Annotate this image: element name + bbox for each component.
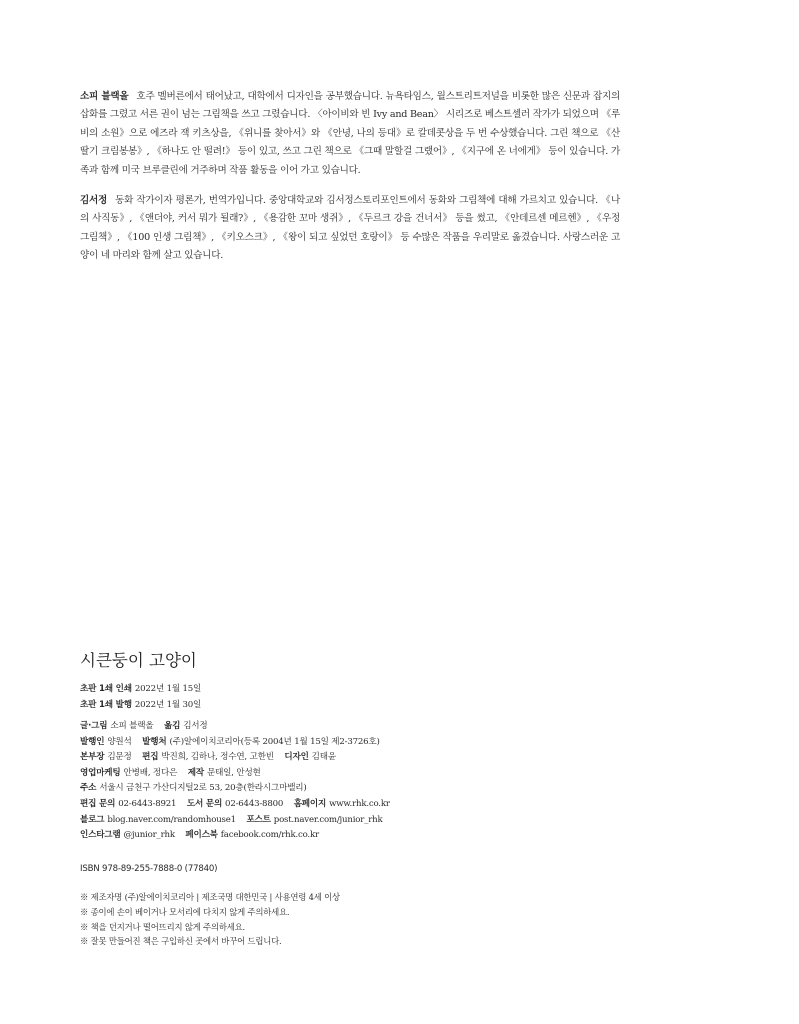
translator-value: 김서정 (183, 721, 208, 731)
edition-line (80, 698, 640, 714)
notices (80, 890, 640, 949)
notice-item: ※ 종이에 손이 베이거나 모서리에 다치지 않게 주의하세요. (80, 906, 290, 917)
credits (80, 719, 640, 844)
facebook-value: facebook.com/rhk.co.kr (220, 830, 319, 841)
editor-label: 편집 (142, 752, 159, 763)
post-label: 포스트 (246, 814, 271, 825)
edition-label: 초판 1쇄 인쇄 (80, 684, 132, 694)
edit-inquiry-label: 편집 문의 (80, 798, 116, 809)
designer-value: 김태윤 (311, 752, 336, 763)
author-bio (80, 88, 620, 181)
notice-item: ※ 제조자명 (주)알에이치코리아 | 제조국명 대한민국 | 사용연령 4세 이상 (80, 892, 340, 902)
translator-bio (80, 192, 620, 266)
address-value: 서울시 금천구 가산디지털2로 53, 20층(한라시그마밸리) (99, 783, 307, 794)
credit-line-address (80, 781, 640, 797)
isbn-block (80, 862, 640, 878)
credit-line-authors (80, 719, 640, 735)
instagram-label: 인스타그램 (80, 830, 121, 841)
translator-name: 김서정 (80, 194, 108, 206)
facebook-label: 페이스북 (185, 830, 218, 841)
publisher-person-label: 발행인 (80, 736, 105, 747)
marketing-value: 안병배, 정다은 (123, 767, 178, 778)
edition-label: 초판 1쇄 발행 (80, 699, 132, 710)
credit-line-blog (80, 813, 640, 829)
author-name: 소피 블랙올 (80, 90, 129, 102)
instagram-value: @junior_rhk (123, 830, 175, 841)
blog-label: 블로그 (80, 814, 105, 825)
marketing-label: 영업마케팅 (80, 767, 121, 778)
publisher-value: (주)알에이치코리아(등록 2004년 1월 15일 제2-3726호) (169, 736, 380, 747)
notice-item: ※ 책을 던지거나 떨어뜨리지 않게 주의하세요. (80, 921, 245, 932)
post-value: post.naver.com/junior_rhk (273, 814, 383, 825)
designer-label: 디자인 (284, 752, 309, 763)
edition-date: 2022년 1월 15일 (134, 684, 202, 694)
address-label: 주소 (80, 783, 97, 794)
book-inquiry-value: 02-6443-8800 (225, 798, 284, 809)
director-label: 본부장 (80, 752, 105, 763)
author-label: 글·그림 (80, 721, 108, 731)
publisher-label: 발행처 (142, 736, 167, 747)
publisher-person-value: 양원석 (107, 736, 132, 747)
author-value: 소피 블랙올 (110, 721, 154, 731)
translator-bio-text: 동화 작가이자 평론가, 번역가입니다. 중앙대학교와 김서정스토리포인트에서 동화와 그림책에 대해 가르치고 있습니다. 《나의 사직동》, 《앤더야, 커서 뭐가 될래?》, 《용감한 꼬마 생쥐》, 《두르크 강을 건너서》 등을 썼고, 《안데르센 메르헨》, 《우정 그림책》, 《100 인생 그림책》, 《키오스크》, 《왕이 되고 싶었던 호랑이》 등 수많은 작품을 우리말로 옮겼습니다. 사랑스러운 고양이 네 마리와 함께 살고 있습니다. (80, 194, 620, 262)
author-bio-text: 호주 멜버른에서 태어났고, 대학에서 디자인을 공부했습니다. 뉴욕타임스, 월스트리트저널을 비롯한 많은 신문과 잡지의 삽화를 그렸고 서른 권이 넘는 그림책을 쓰고 그렸습니다. 〈아이비와 빈 Ivy and Bean〉 시리즈로 베스트셀러 작가가 되었으며 《루비의 소원》으로 에즈라 잭 키츠상을, 《위니를 찾아서》와 《안녕, 나의 등대》로 칼데콧상을 두 번 수상했습니다. 그린 책으로 《산딸기 크림봉봉》, 《하나도 안 떨려!》 등이 있고, 쓰고 그린 책으로 《그때 말할걸 그랬어》, 《지구에 온 너에게》 등이 있습니다. 가족과 함께 미국 브루클린에 거주하며 작품 활동을 이어 가고 있습니다. (80, 90, 620, 176)
production-value: 문태일, 안성현 (206, 767, 261, 778)
credit-line-contact (80, 797, 640, 813)
edition-line (80, 682, 640, 698)
edit-inquiry-value: 02-6443-8921 (118, 798, 177, 809)
translator-label: 옮김 (163, 721, 181, 731)
book-inquiry-label: 도서 문의 (186, 798, 223, 809)
editor-value: 박진희, 김하나, 정수연, 고한빈 (161, 752, 274, 763)
director-value: 김문정 (107, 752, 132, 763)
isbn: ISBN 978-89-255-7888-0 (77840) (80, 864, 218, 874)
book-title: 시큰둥이 고양이 (80, 651, 197, 670)
edition-date: 2022년 1월 30일 (134, 699, 202, 710)
edition-info (80, 682, 640, 713)
homepage-label: 홈페이지 (293, 798, 327, 809)
credit-line-marketing (80, 766, 640, 782)
production-label: 제작 (187, 767, 204, 778)
credit-line-publisher (80, 735, 640, 751)
homepage-value: www.rhk.co.kr (329, 798, 390, 809)
blog-value: blog.naver.com/randomhouse1 (107, 814, 236, 825)
credit-line-social (80, 828, 640, 844)
notice-item: ※ 잘못 만들어진 책은 구입하신 곳에서 바꾸어 드립니다. (80, 936, 282, 947)
credit-line-editorial (80, 750, 640, 766)
